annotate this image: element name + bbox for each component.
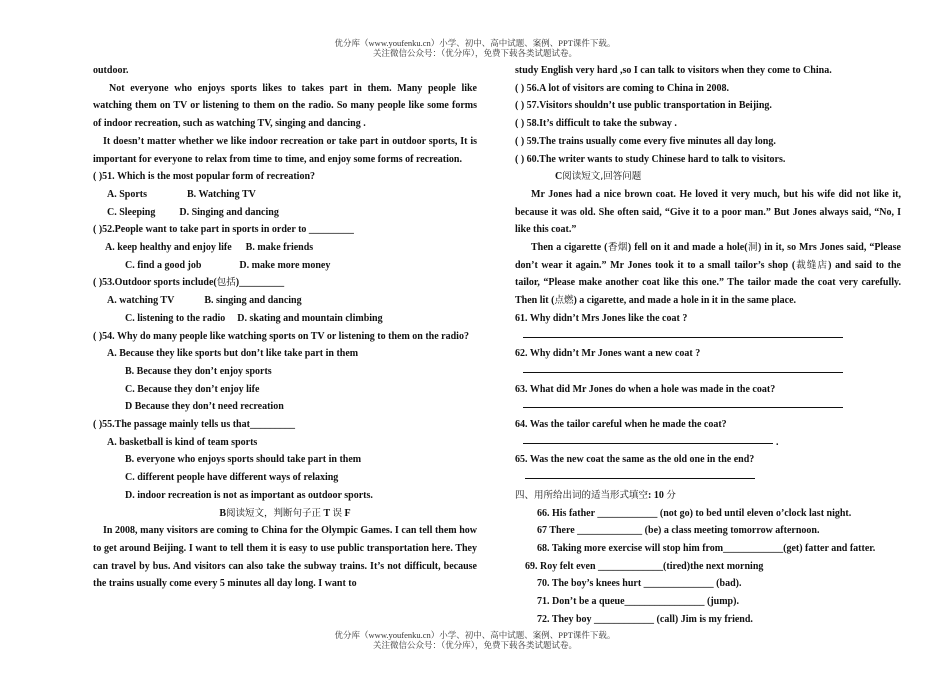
option-52d: D. make more money xyxy=(239,259,331,271)
page-header xyxy=(0,38,950,58)
option-53a: A. watching TV xyxy=(107,295,175,307)
question-53: ( )53.Outdoor sports include(包括)_________ xyxy=(93,277,285,289)
option-55a: A. basketball is kind of team sports xyxy=(107,436,258,448)
passage-a-paragraph-1: Not everyone who enjoys sports likes to takes part in them. Many people like watching them on TV or listening to them on the radio. So many people like some forms of indoor recreation, such as watching TV, singing and dancing . xyxy=(93,82,477,130)
option-54c: C. Because they don’t enjoy life xyxy=(125,383,260,395)
option-55d: D. indoor recreation is not as important as outdoor sports. xyxy=(125,489,373,501)
passage-b-continuation: study English very hard ,so I can talk to visitors when they come to China. xyxy=(515,65,832,76)
question-58: ( ) 58.It’s difficult to take the subway . xyxy=(515,118,677,130)
footer-line-1: 优分库（www.youfenku.cn）小学、初中、高中试题、案例、PPT课件下载。 xyxy=(334,630,616,640)
option-52c: C. find a good job xyxy=(125,259,202,271)
option-54b: B. Because they don’t enjoy sports xyxy=(125,365,272,377)
question-52: ( )52.People want to take part in sports in order to _________ xyxy=(93,224,354,236)
question-62: 62. Why didn’t Mr Jones want a new coat ? xyxy=(515,348,701,360)
section-4-title: 四、用所给出词的适当形式填空: 10 分 xyxy=(515,489,676,501)
question-71: 71. Don’t be a queue________________ (jump). xyxy=(537,596,739,608)
page-footer xyxy=(0,630,950,650)
passage-b-paragraph: In 2008, many visitors are coming to China for the Olympic Games. I can tell them how to get around Beijing. I want to tell them it is easy to use public transportation here. They can travel by bus. And visitors can also take the subway trains. It’s not difficult, because the trains usually come every 5 minutes all day long. I want to xyxy=(93,525,477,590)
section-b-title: B阅读短文，判断句子正 T 误 F xyxy=(219,507,351,519)
option-53c: C. listening to the radio xyxy=(125,312,226,324)
question-53-options-2 xyxy=(93,310,477,328)
question-59: ( ) 59.The trains usually come every five minutes all day long. xyxy=(515,135,776,147)
answer-line-61[interactable] xyxy=(523,328,901,346)
option-53d: D. skating and mountain climbing xyxy=(237,312,383,324)
answer-line-63[interactable] xyxy=(523,398,901,416)
header-line-1: 优分库（www.youfenku.cn）小学、初中、高中试题、案例、PPT课件下载。 xyxy=(334,38,616,48)
question-61: 61. Why didn’t Mrs Jones like the coat ? xyxy=(515,312,688,324)
question-70: 70. The boy’s knees hurt ______________ (bad). xyxy=(537,578,742,590)
question-51-options xyxy=(93,186,477,204)
question-68: 68. Taking more exercise will stop him from____________(get) fatter and fatter. xyxy=(537,542,876,554)
question-54: ( )54. Why do many people like watching sports on TV or listening to them on the radio? xyxy=(93,330,469,342)
option-52a: A. keep healthy and enjoy life xyxy=(105,242,232,254)
option-51b: B. Watching TV xyxy=(187,188,256,200)
answer-line-65[interactable] xyxy=(523,469,901,487)
question-69: 69. Roy felt even _____________(tired)the next morning xyxy=(525,560,764,572)
question-72: 72. They boy ____________ (call) Jim is my friend. xyxy=(537,613,753,625)
option-51c: C. Sleeping xyxy=(107,206,156,218)
question-53-options xyxy=(93,292,477,310)
option-55b: B. everyone who enjoys sports should take part in them xyxy=(125,454,362,466)
option-54d: D Because they don’t need recreation xyxy=(125,401,284,413)
passage-a-fragment: outdoor. xyxy=(93,65,129,76)
passage-a-paragraph-2: It doesn’t matter whether we like indoor recreation or take part in outdoor sports, It is important for everyone to relax from time to time, and enjoy some forms of recreation. xyxy=(93,135,477,165)
option-53b: B. singing and dancing xyxy=(204,295,302,307)
right-column xyxy=(515,62,901,628)
section-c-title: C阅读短文,回答问题 xyxy=(555,171,642,183)
question-63: 63. What did Mr Jones do when a hole was made in the coat? xyxy=(515,383,776,395)
question-51: ( )51. Which is the most popular form of recreation? xyxy=(93,171,316,183)
question-52-options-2 xyxy=(93,257,477,275)
footer-line-2: 关注微信公众号：（优分库），免费下载各类试题试卷。 xyxy=(372,640,577,650)
question-60: ( ) 60.The writer wants to study Chinese hard to talk to visitors. xyxy=(515,153,786,165)
header-line-2: 关注微信公众号：（优分库），免费下载各类试题试卷。 xyxy=(372,48,577,58)
passage-c-paragraph-1: Mr Jones had a nice brown coat. He loved it very much, but his wife did not like it, because it was old. She often said, “Give it to a poor man.” But Jones always said, “No, I like this coat.” xyxy=(515,188,901,236)
option-51d: D. Singing and dancing xyxy=(179,206,279,218)
option-51a: A. Sports xyxy=(107,188,148,200)
question-52-options xyxy=(93,239,477,257)
left-column xyxy=(93,62,477,593)
option-54a: A. Because they like sports but don’t like take part in them xyxy=(107,348,359,360)
question-57: ( ) 57.Visitors shouldn’t use public transportation in Beijing. xyxy=(515,100,772,112)
answer-line-64[interactable]: . xyxy=(523,434,901,452)
question-56: ( ) 56.A lot of visitors are coming to China in 2008. xyxy=(515,82,729,94)
option-52b: B. make friends xyxy=(245,242,314,254)
passage-c-paragraph-2: Then a cigarette (香烟) fell on it and made a hole(洞) in it, so Mrs Jones said, “Please don’t wear it again.” Mr Jones took it to a small tailor’s shop (裁缝店) and said to the tailor, “Please make another coat like this one.” The tailor made the coat very carefully. Then lit (点燃) a cigarette, and made a hole in it in the same place. xyxy=(515,242,901,307)
question-65: 65. Was the new coat the same as the old one in the end? xyxy=(515,454,755,466)
question-55: ( )55.The passage mainly tells us that_________ xyxy=(93,419,295,431)
question-67: 67 There _____________ (be) a class meeting tomorrow afternoon. xyxy=(537,525,820,537)
question-66: 66. His father ____________ (not go) to bed until eleven o’clock last night. xyxy=(537,507,852,519)
question-51-options-2 xyxy=(93,204,477,222)
option-55c: C. different people have different ways of relaxing xyxy=(125,472,339,484)
question-64: 64. Was the tailor careful when he made the coat? xyxy=(515,419,727,431)
answer-line-62[interactable] xyxy=(523,363,901,381)
